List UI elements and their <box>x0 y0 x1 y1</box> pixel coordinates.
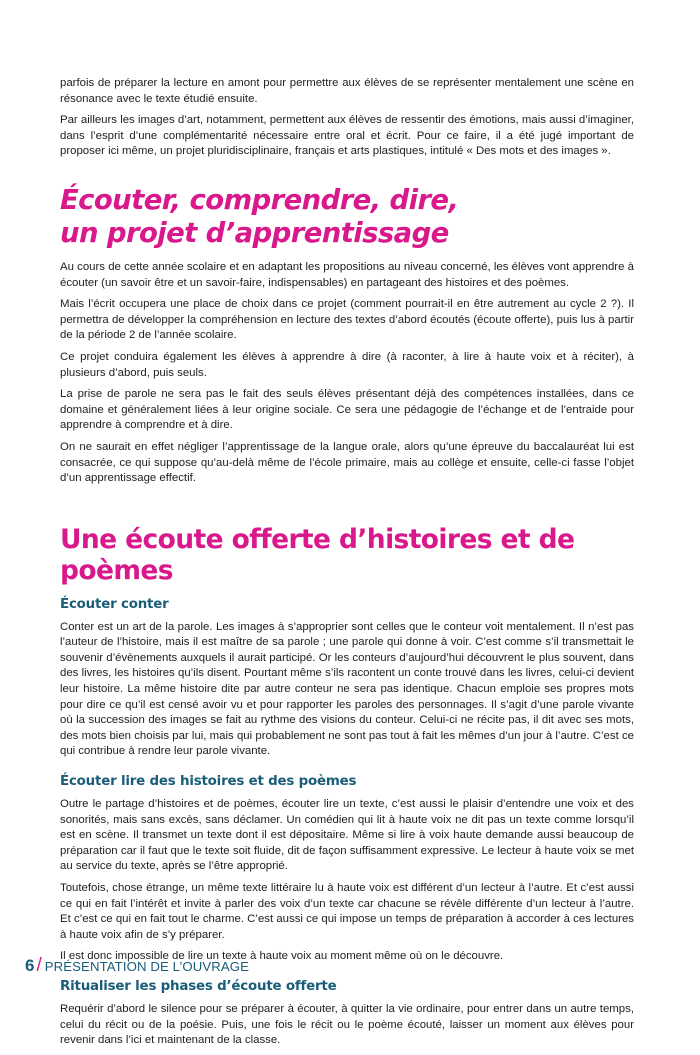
body-paragraph: On ne saurait en effet négliger l’apprentissage de la langue orale, alors qu’une épreuve du baccalauréat lui est consacrée, ce qui suppose qu’au-delà même de l’école primaire, mais au collège et ensuite, celle-ci fasse l’objet d’un apprentissage effectif. <box>60 440 634 485</box>
footer-section-label: PRÉSENTATION DE L’OUVRAGE <box>44 959 250 974</box>
intro-paragraph: Par ailleurs les images d’art, notamment, permettent aux élèves de ressentir des émotions, mais aussi d’imaginer, dans l’esprit d’une complémentarité nécessaire entre oral et écrit. Pour ce faire, il a été jugé important de proposer ici même, un projet pluridisciplinaire, français et arts plastiques, intitulé « Des mots et des images ». <box>60 114 634 158</box>
body-paragraph: Requérir d’abord le silence pour se préparer à écouter, à quitter la vie ordinaire, pour entrer dans un autre temps, celui du récit ou de la poésie. Puis, une fois le récit ou le poème écouté, laisser un moment aux élèves pour revenir dans l’ici et maintenant de la classe. <box>60 1002 634 1047</box>
subsection-title: Ritualiser les phases d’écoute offerte <box>60 978 337 994</box>
section-title-line: un projet d’apprentissage <box>60 216 449 249</box>
intro-paragraph: parfois de préparer la lecture en amont pour permettre aux élèves de se représenter mentalement une scène en résonance avec le texte étudié ensuite. <box>60 77 634 105</box>
subsection-ecouter-conter <box>60 596 634 760</box>
subsection-title: Écouter lire des histoires et des poèmes <box>60 774 357 790</box>
subsection-ecouter-lire <box>60 773 634 965</box>
section-title <box>60 184 634 250</box>
page-footer <box>25 955 249 977</box>
subsection-title: Écouter conter <box>60 596 169 612</box>
footer-separator: / <box>36 955 42 976</box>
section-title: Une écoute offerte d’histoires et de poèmes <box>60 523 575 586</box>
body-paragraph: Toutefois, chose étrange, un même texte littéraire lu à haute voix est différent d’un lecteur à l’autre. Et c’est aussi ce qui en fait l’intérêt et invite à parler des voix d’un texte car chacune se révèle différente d’un lecteur à l’autre. Et c’est ce qui en fait tout le charme. C’est aussi ce qui impose un temps de préparation à accorder à ces lectures à haute voix afin de s’y préparer. <box>60 882 634 941</box>
body-paragraph: Mais l’écrit occupera une place de choix dans ce projet (comment pourrait-il en être autrement au cycle 2 ?). Il permettra de développer la compréhension en lecture des textes d’abord écoutés (écoute offerte), puis lus à partir de la période 2 de l’année scolaire. <box>60 298 634 342</box>
section-title-line: Écouter, comprendre, dire, <box>60 183 459 216</box>
intro-block <box>60 76 634 160</box>
body-paragraph: La prise de parole ne sera pas le fait des seuls élèves présentant déjà des compétences installées, dans ce domaine et généralement liées à leur origine sociale. Ce sera une pédagogie de l’échange et de l’entraide pour apprendre à comprendre et à dire. <box>60 388 634 432</box>
body-paragraph: Il est donc impossible de lire un texte à haute voix au moment même où on le découvre. <box>60 950 504 963</box>
body-paragraph: Ce projet conduira également les élèves à apprendre à dire (à raconter, à lire à haute voix et à réciter), à plusieurs d’abord, puis seuls. <box>60 350 634 379</box>
body-paragraph: Au cours de cette année scolaire et en adaptant les propositions au niveau concerné, les élèves vont apprendre à écouter (un savoir être et un savoir-faire, indispensables) en partageant des histoires et des poèmes. <box>60 260 634 289</box>
page-number: 6 <box>25 956 35 975</box>
page-content <box>60 76 634 1055</box>
section-ecouter-comprendre-dire <box>60 184 634 487</box>
body-paragraph: Conter est un art de la parole. Les images à s’approprier sont celles que le conteur voit mentalement. Il n’est pas l’auteur de l’histoire, mais il est maître de sa parole ; une parole qui donne à voir. C’est comme s’il transmettait le souvenir d’évènements auxquels il aurait participé. Or les conteurs d’aujourd’hui découvrent le plus souvent, dans des livres, les histoires qu’ils disent. Pourtant même s’ils racontent un conte trouvé dans les livres, celui-ci devient leur histoire. La même histoire dite par autre conteur ne sera pas identique. Chacun emploie ses propres mots pour dire ce qu’il est censé avoir vu et pour rapporter les paroles des personnages. Il s’agit d’une parole vivante où la succession des images se fait au rythme des visions du conteur. Celui-ci ne récite pas, il dit avec ses mots, des mots bien choisis par lui, mais qui probablement ne sont pas tout à fait les mêmes d’un jour à l’autre. C’est ce qui contribue à rendre leur parole vivante. <box>60 620 634 758</box>
body-paragraph: Outre le partage d’histoires et de poèmes, écouter lire un texte, c’est aussi le plaisir d’entendre une voix et des sonorités, mais sans excès, sans déclamer. Un comédien qui lit à haute voix ne dit pas un texte comme lorsqu’il est en scène. Il transmet un texte dont il est dépositaire. Même si lire à voix haute demande aussi beaucoup de préparation car il faut que le texte soit fluide, dit de façon suffisamment expressive. Le lecteur à haute voix se met au service du texte, après se l’être approprié. <box>60 798 634 873</box>
